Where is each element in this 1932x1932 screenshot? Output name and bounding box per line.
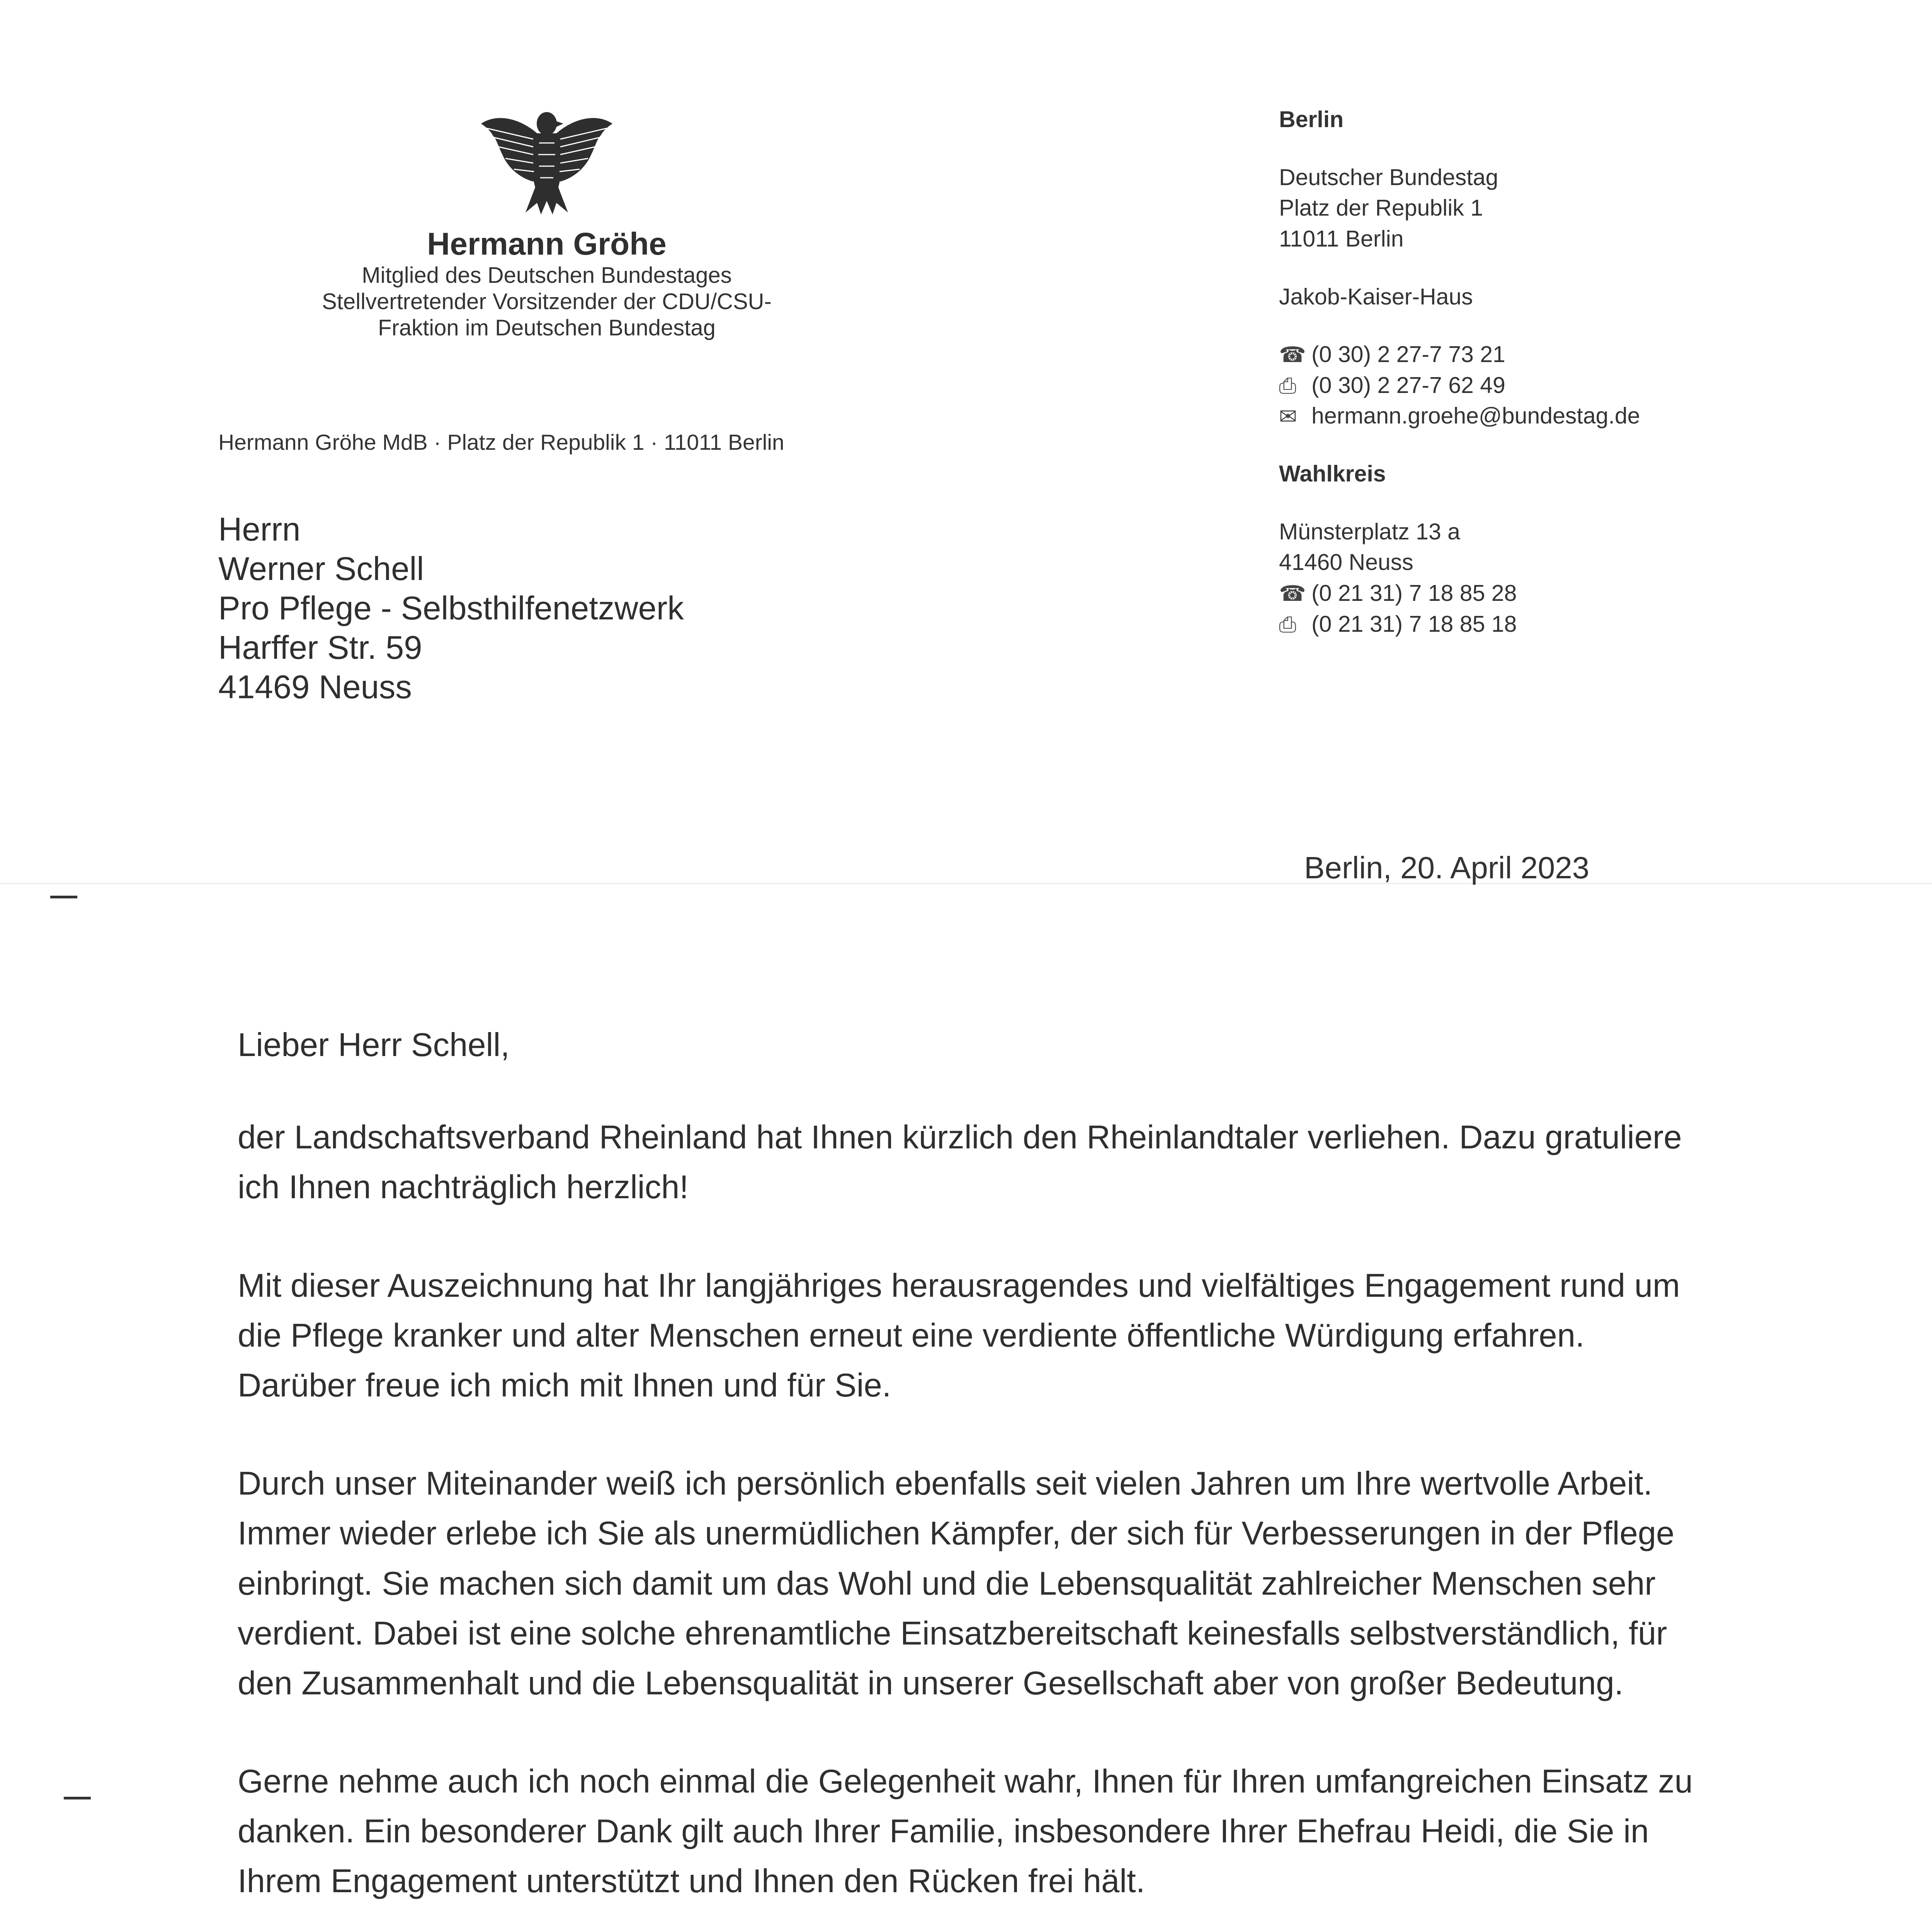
wahlkreis-fax-row: [1279, 609, 1932, 640]
recipient-line: 41469 Neuss: [218, 669, 412, 706]
recipient-line: Werner Schell: [218, 551, 424, 587]
salutation: Lieber Herr Schell,: [238, 1027, 510, 1063]
fax-icon: ⎙: [1279, 612, 1296, 636]
sender-role-line: Fraktion im Deutschen Bundestag: [378, 315, 716, 341]
berlin-phone: (0 30) 2 27-7 73 21: [1311, 342, 1505, 367]
wahlkreis-phone-row: [1279, 578, 1932, 609]
sender-role-line: Mitglied des Deutschen Bundestages: [362, 263, 732, 288]
email-address[interactable]: hermann.groehe@bundestag.de: [1311, 403, 1640, 429]
phone-icon: ☎: [1279, 581, 1306, 606]
fold-mark: [50, 896, 77, 898]
recipient-line: Harffer Str. 59: [218, 629, 422, 666]
berlin-fax: (0 30) 2 27-7 62 49: [1311, 372, 1505, 398]
body-paragraph: der Landschaftsverband Rheinland hat Ihnen kürzlich den Rheinlandtaler verliehen. Dazu gratuliere ich Ihnen nachträglich herzlich!: [238, 1119, 1682, 1206]
email-row: [1279, 401, 1932, 432]
wahlkreis-address-line: 41460 Neuss: [1279, 549, 1413, 575]
email-icon: ✉: [1279, 404, 1297, 429]
body-paragraph: Gerne nehme auch ich noch einmal die Gelegenheit wahr, Ihnen für Ihren umfangreichen Einsatz zu danken. Ein besonderer Dank gilt auch Ihrer Familie, insbesondere Ihrer Ehefrau Heidi, die Sie in Ihrem Engagement unterstützt und Ihnen den Rücken frei hält.: [238, 1763, 1693, 1900]
berlin-fax-row: [1279, 370, 1932, 401]
office-building: Jakob-Kaiser-Haus: [1279, 284, 1473, 310]
sender-name: Hermann Gröhe: [427, 226, 667, 262]
wahlkreis-address-line: Münsterplatz 13 a: [1279, 519, 1460, 544]
berlin-address-line: 11011 Berlin: [1279, 226, 1404, 252]
wahlkreis-heading: Wahlkreis: [1279, 461, 1386, 487]
berlin-phone-row: [1279, 339, 1932, 370]
return-address: Hermann Gröhe MdB · Platz der Republik 1 · 11011 Berlin: [218, 430, 784, 455]
body-paragraph: Durch unser Miteinander weiß ich persönlich ebenfalls seit vielen Jahren um Ihre wertvolle Arbeit. Immer wieder erlebe ich Sie als unermüdlichen Kämpfer, der sich für Verbesserungen in der Pflege einbringt. Sie machen sich damit um das Wohl und die Lebensqualität zahlreicher Menschen sehr verdient. Dabei ist eine solche ehrenamtliche Einsatzbereitschaft keinesfalls selbstverständlich, für den Zusammenhalt und die Lebensqualität in unserer Gesellschaft aber von großer Bedeutung.: [238, 1465, 1675, 1702]
berlin-address-line: Platz der Republik 1: [1279, 195, 1483, 221]
letter-date: Berlin, 20. April 2023: [1304, 850, 1590, 885]
recipient-line: Herrn: [218, 511, 301, 548]
phone-icon: ☎: [1279, 342, 1306, 367]
recipient-line: Pro Pflege - Selbsthilfenetzwerk: [218, 590, 684, 627]
letter-body: [238, 1020, 1706, 1932]
sender-role-line: Stellvertretender Vorsitzender der CDU/CSU-: [322, 289, 772, 315]
bundestag-eagle-logo: [475, 97, 618, 220]
berlin-heading: Berlin: [1279, 107, 1344, 132]
body-paragraph: Mit dieser Auszeichnung hat Ihr langjähriges herausragendes und vielfältiges Engagement rund um die Pflege kranker und alter Menschen erneut eine verdiente öffentliche Würdigung erfahren. Darüber freue ich mich mit Ihnen und für Sie.: [238, 1267, 1680, 1404]
fax-icon: ⎙: [1279, 373, 1296, 398]
fold-line: [0, 883, 1932, 884]
recipient-address: [218, 510, 684, 707]
wahlkreis-phone: (0 21 31) 7 18 85 28: [1311, 580, 1517, 606]
wahlkreis-fax: (0 21 31) 7 18 85 18: [1311, 611, 1517, 637]
contact-column: [1279, 104, 1932, 639]
punch-mark: [64, 1797, 91, 1799]
berlin-address-line: Deutscher Bundestag: [1279, 164, 1498, 190]
sender-block: [232, 226, 862, 341]
